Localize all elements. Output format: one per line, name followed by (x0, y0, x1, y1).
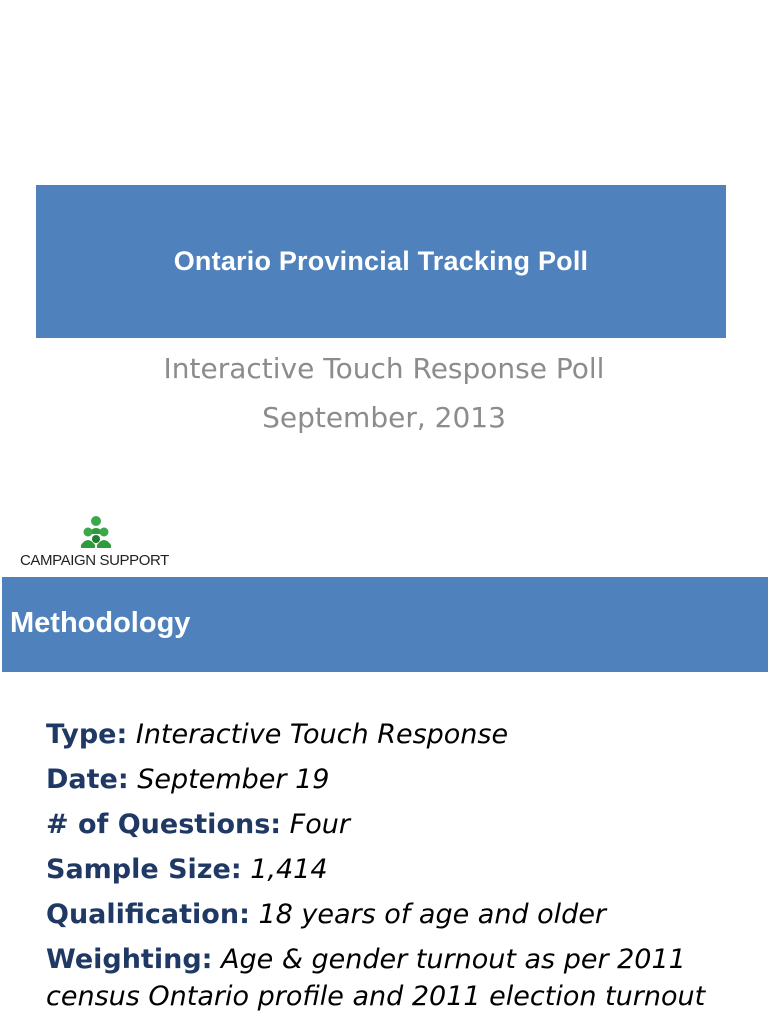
methodology-slide (0, 576, 768, 1024)
detail-value: Four (289, 809, 350, 840)
slide-title: Ontario Provincial Tracking Poll (173, 246, 589, 276)
detail-label: Qualification: (46, 899, 250, 930)
detail-value: 18 years of age and older (258, 899, 607, 930)
campaign-support-logo (20, 515, 180, 571)
methodology-header-bar (2, 577, 768, 672)
detail-row-type (46, 712, 746, 757)
detail-label: Sample Size: (46, 854, 242, 885)
title-banner (36, 185, 726, 338)
subtitle-line-2: September, 2013 (262, 401, 506, 434)
detail-label: Weighting: (46, 944, 213, 975)
methodology-title: Methodology (10, 607, 191, 639)
detail-value: 1,414 (250, 854, 328, 885)
detail-label: # of Questions: (46, 809, 282, 840)
subtitle-line-1: Interactive Touch Response Poll (163, 352, 605, 385)
people-group-icon (80, 515, 112, 549)
methodology-details (46, 712, 746, 1015)
detail-label: Date: (46, 764, 129, 795)
detail-row-questions (46, 802, 746, 847)
detail-row-qualification (46, 892, 746, 937)
detail-row-sample-size (46, 847, 746, 892)
logo-text: CAMPAIGN SUPPORT (20, 552, 169, 569)
detail-value: September 19 (137, 764, 330, 795)
detail-label: Type: (46, 719, 128, 750)
detail-value: Interactive Touch Response (135, 719, 509, 750)
detail-row-weighting (46, 937, 746, 1015)
detail-row-date (46, 757, 746, 802)
detail-value: Age & gender turnout as per 2011 census Ontario profile and 2011 election turnout (46, 944, 706, 1012)
